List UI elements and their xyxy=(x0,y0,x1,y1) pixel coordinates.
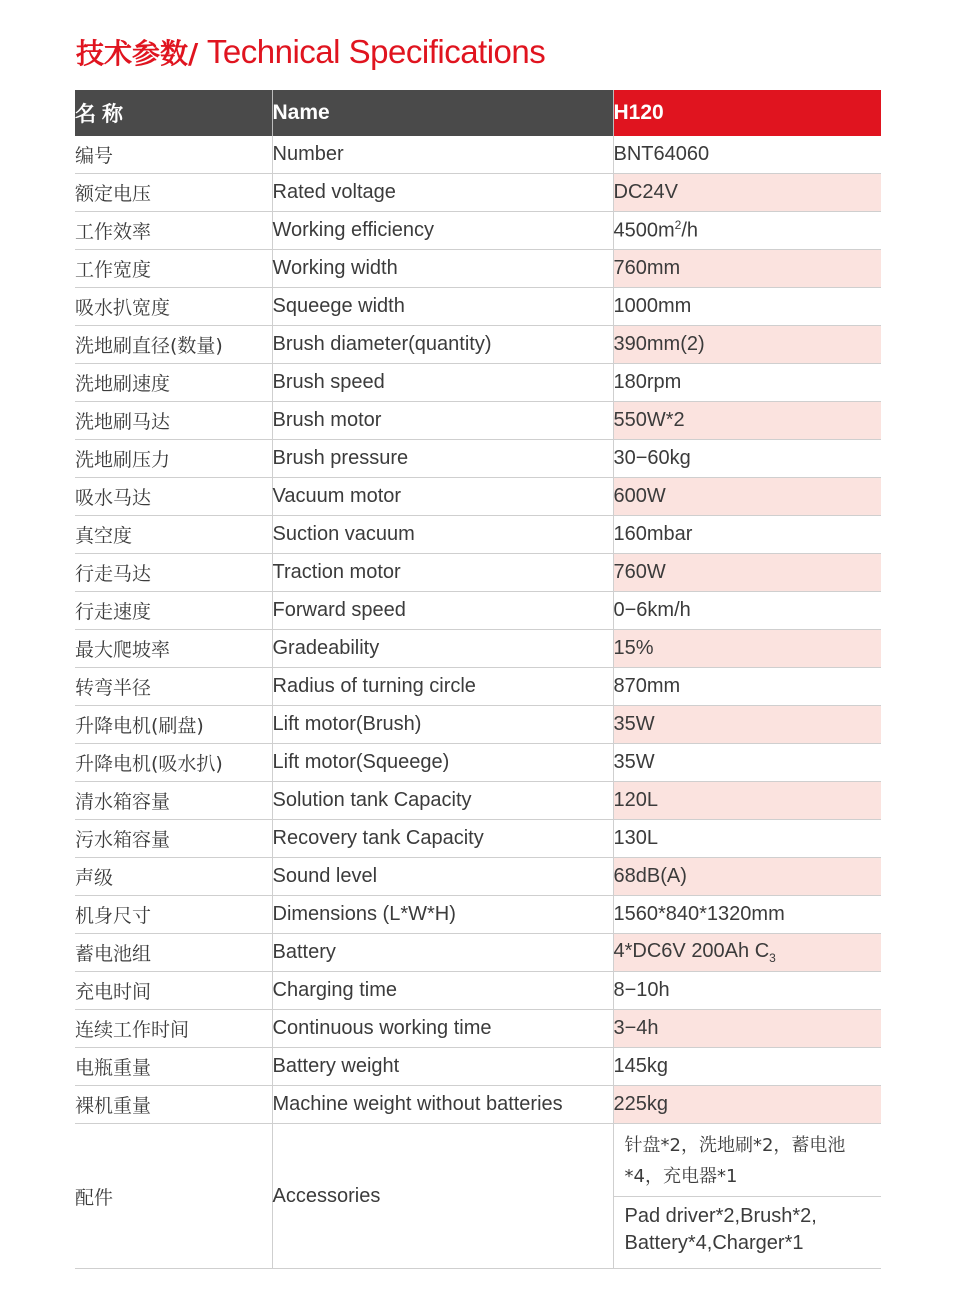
spec-label-en: Rated voltage xyxy=(272,174,613,212)
spec-value-text: 3−4h xyxy=(613,1017,659,1039)
spec-label-cn: 污水箱容量 xyxy=(75,820,272,858)
table-row xyxy=(75,402,881,440)
spec-value xyxy=(613,288,881,326)
spec-value-text: DC24V xyxy=(613,181,678,203)
spec-value-text: 130L xyxy=(613,827,658,849)
table-row xyxy=(75,934,881,972)
spec-value xyxy=(613,972,881,1010)
spec-value xyxy=(613,440,881,478)
spec-label-en: Brush diameter(quantity) xyxy=(272,326,613,364)
spec-label-cn: 编号 xyxy=(75,136,272,174)
spec-label-cn: 转弯半径 xyxy=(75,668,272,706)
table-row xyxy=(75,212,881,250)
spec-value-text: 550W*2 xyxy=(613,409,685,431)
spec-label-en: Brush pressure xyxy=(272,440,613,478)
spec-label-cn: 洗地刷压力 xyxy=(75,440,272,478)
spec-label-en: Forward speed xyxy=(272,592,613,630)
spec-value-text: 8−10h xyxy=(613,979,670,1001)
accessories-label-en: Accessories xyxy=(272,1124,613,1269)
header-name-en: Name xyxy=(272,90,613,136)
spec-label-en: Charging time xyxy=(272,972,613,1010)
spec-value xyxy=(613,820,881,858)
spec-label-en: Battery weight xyxy=(272,1048,613,1086)
spec-label-cn: 充电时间 xyxy=(75,972,272,1010)
spec-label-cn: 升降电机(刷盘) xyxy=(75,706,272,744)
table-row xyxy=(75,1010,881,1048)
spec-label-cn: 洗地刷速度 xyxy=(75,364,272,402)
spec-value xyxy=(613,1048,881,1086)
spec-value-text: 4*DC6V 200Ah C xyxy=(613,940,770,962)
table-row xyxy=(75,972,881,1010)
spec-label-cn: 洗地刷马达 xyxy=(75,402,272,440)
spec-label-cn: 连续工作时间 xyxy=(75,1010,272,1048)
spec-value-text: BNT64060 xyxy=(613,143,710,165)
table-row xyxy=(75,516,881,554)
spec-label-cn: 行走速度 xyxy=(75,592,272,630)
spec-value-text: 760W xyxy=(613,561,666,583)
spec-value xyxy=(613,364,881,402)
spec-label-cn: 声级 xyxy=(75,858,272,896)
spec-label-en: Brush speed xyxy=(272,364,613,402)
header-model: H120 xyxy=(613,90,881,136)
spec-value-text: 760mm xyxy=(613,257,681,279)
table-row xyxy=(75,364,881,402)
accessories-label-cn: 配件 xyxy=(75,1124,272,1269)
spec-label-en: Working width xyxy=(272,250,613,288)
spec-value xyxy=(613,1086,881,1124)
spec-label-en: Lift motor(Squeege) xyxy=(272,744,613,782)
accessories-row xyxy=(75,1124,881,1269)
page-title-cn: 技术参数/ xyxy=(76,37,199,70)
spec-value xyxy=(613,516,881,554)
spec-label-cn: 洗地刷直径(数量) xyxy=(75,326,272,364)
spec-value xyxy=(613,174,881,212)
table-row xyxy=(75,478,881,516)
spec-label-cn: 工作效率 xyxy=(75,212,272,250)
table-row xyxy=(75,706,881,744)
table-row xyxy=(75,820,881,858)
spec-value-text: 870mm xyxy=(613,675,681,697)
spec-value-text: 4500m xyxy=(613,219,675,242)
spec-value-text: 225kg xyxy=(613,1093,668,1115)
spec-label-en: Battery xyxy=(272,934,613,972)
spec-label-en: Brush motor xyxy=(272,402,613,440)
table-row xyxy=(75,782,881,820)
spec-value-text: 600W xyxy=(613,485,666,507)
table-row xyxy=(75,744,881,782)
spec-label-en: Solution tank Capacity xyxy=(272,782,613,820)
header-name-cn: 名称 xyxy=(75,90,272,136)
spec-value-tail: /h xyxy=(681,219,699,242)
spec-value-text: 68dB(A) xyxy=(613,865,687,887)
spec-value-text: 1560*840*1320mm xyxy=(613,903,785,925)
table-row xyxy=(75,896,881,934)
table-row xyxy=(75,630,881,668)
spec-value xyxy=(613,592,881,630)
spec-value xyxy=(613,136,881,174)
spec-value-text: 390mm(2) xyxy=(613,333,705,355)
table-row xyxy=(75,174,881,212)
spec-value-text: 35W xyxy=(613,713,655,735)
spec-label-en: Working efficiency xyxy=(272,212,613,250)
spec-label-en: Traction motor xyxy=(272,554,613,592)
spec-value xyxy=(613,630,881,668)
spec-label-cn: 最大爬坡率 xyxy=(75,630,272,668)
spec-label-cn: 蓄电池组 xyxy=(75,934,272,972)
accessories-value xyxy=(613,1124,881,1269)
spec-label-en: Sound level xyxy=(272,858,613,896)
spec-label-cn: 机身尺寸 xyxy=(75,896,272,934)
spec-label-en: Gradeability xyxy=(272,630,613,668)
table-row xyxy=(75,554,881,592)
spec-label-en: Suction vacuum xyxy=(272,516,613,554)
spec-label-cn: 真空度 xyxy=(75,516,272,554)
table-row xyxy=(75,668,881,706)
spec-label-en: Lift motor(Brush) xyxy=(272,706,613,744)
spec-table-body xyxy=(75,136,881,1269)
spec-label-en: Machine weight without batteries xyxy=(272,1086,613,1124)
spec-value-text: 15% xyxy=(613,637,654,659)
spec-label-cn: 行走马达 xyxy=(75,554,272,592)
spec-value-text: 160mbar xyxy=(613,523,693,545)
spec-value-text: 145kg xyxy=(613,1055,668,1077)
spec-value xyxy=(613,250,881,288)
spec-value-text: 180rpm xyxy=(613,371,682,393)
spec-value xyxy=(613,858,881,896)
spec-label-en: Dimensions (L*W*H) xyxy=(272,896,613,934)
accessories-value-en: Pad driver*2,Brush*2, Battery*4,Charger*1 xyxy=(624,1204,817,1254)
table-row xyxy=(75,326,881,364)
spec-value-text: 1000mm xyxy=(613,295,692,317)
table-row xyxy=(75,1048,881,1086)
table-row xyxy=(75,858,881,896)
spec-value-text: 35W xyxy=(613,751,655,773)
spec-label-cn: 电瓶重量 xyxy=(75,1048,272,1086)
spec-value xyxy=(613,668,881,706)
spec-value xyxy=(613,402,881,440)
spec-label-cn: 清水箱容量 xyxy=(75,782,272,820)
spec-label-cn: 工作宽度 xyxy=(75,250,272,288)
spec-value xyxy=(613,554,881,592)
table-row xyxy=(75,288,881,326)
spec-label-en: Continuous working time xyxy=(272,1010,613,1048)
spec-label-cn: 吸水扒宽度 xyxy=(75,288,272,326)
spec-label-cn: 额定电压 xyxy=(75,174,272,212)
spec-label-en: Radius of turning circle xyxy=(272,668,613,706)
spec-table xyxy=(75,90,881,1269)
accessories-value-cn: 针盘*2，洗地刷*2，蓄电池*4，充电器*1 xyxy=(614,1126,882,1197)
spec-value xyxy=(613,326,881,364)
spec-value xyxy=(613,212,881,250)
spec-label-en: Recovery tank Capacity xyxy=(272,820,613,858)
table-row xyxy=(75,1086,881,1124)
spec-value xyxy=(613,744,881,782)
spec-label-en: Squeege width xyxy=(272,288,613,326)
spec-value xyxy=(613,478,881,516)
spec-value-superscript: 2 xyxy=(674,218,682,233)
spec-label-en: Vacuum motor xyxy=(272,478,613,516)
spec-value-text: 120L xyxy=(613,789,658,811)
page-title xyxy=(76,30,545,74)
page-title-en: Technical Specifications xyxy=(198,33,546,70)
table-row xyxy=(75,136,881,174)
spec-label-en: Number xyxy=(272,136,613,174)
table-row xyxy=(75,250,881,288)
spec-label-cn: 吸水马达 xyxy=(75,478,272,516)
spec-value-text: 30−60kg xyxy=(613,447,691,469)
table-row xyxy=(75,592,881,630)
spec-label-cn: 升降电机(吸水扒) xyxy=(75,744,272,782)
spec-value xyxy=(613,1010,881,1048)
spec-label-cn: 裸机重量 xyxy=(75,1086,272,1124)
spec-value xyxy=(613,782,881,820)
spec-value xyxy=(613,896,881,934)
spec-value-text: 0−6km/h xyxy=(613,599,691,621)
table-row xyxy=(75,440,881,478)
spec-value-subscript: 3 xyxy=(769,951,776,965)
spec-value xyxy=(613,934,881,972)
spec-value xyxy=(613,706,881,744)
table-header-row xyxy=(75,90,881,136)
